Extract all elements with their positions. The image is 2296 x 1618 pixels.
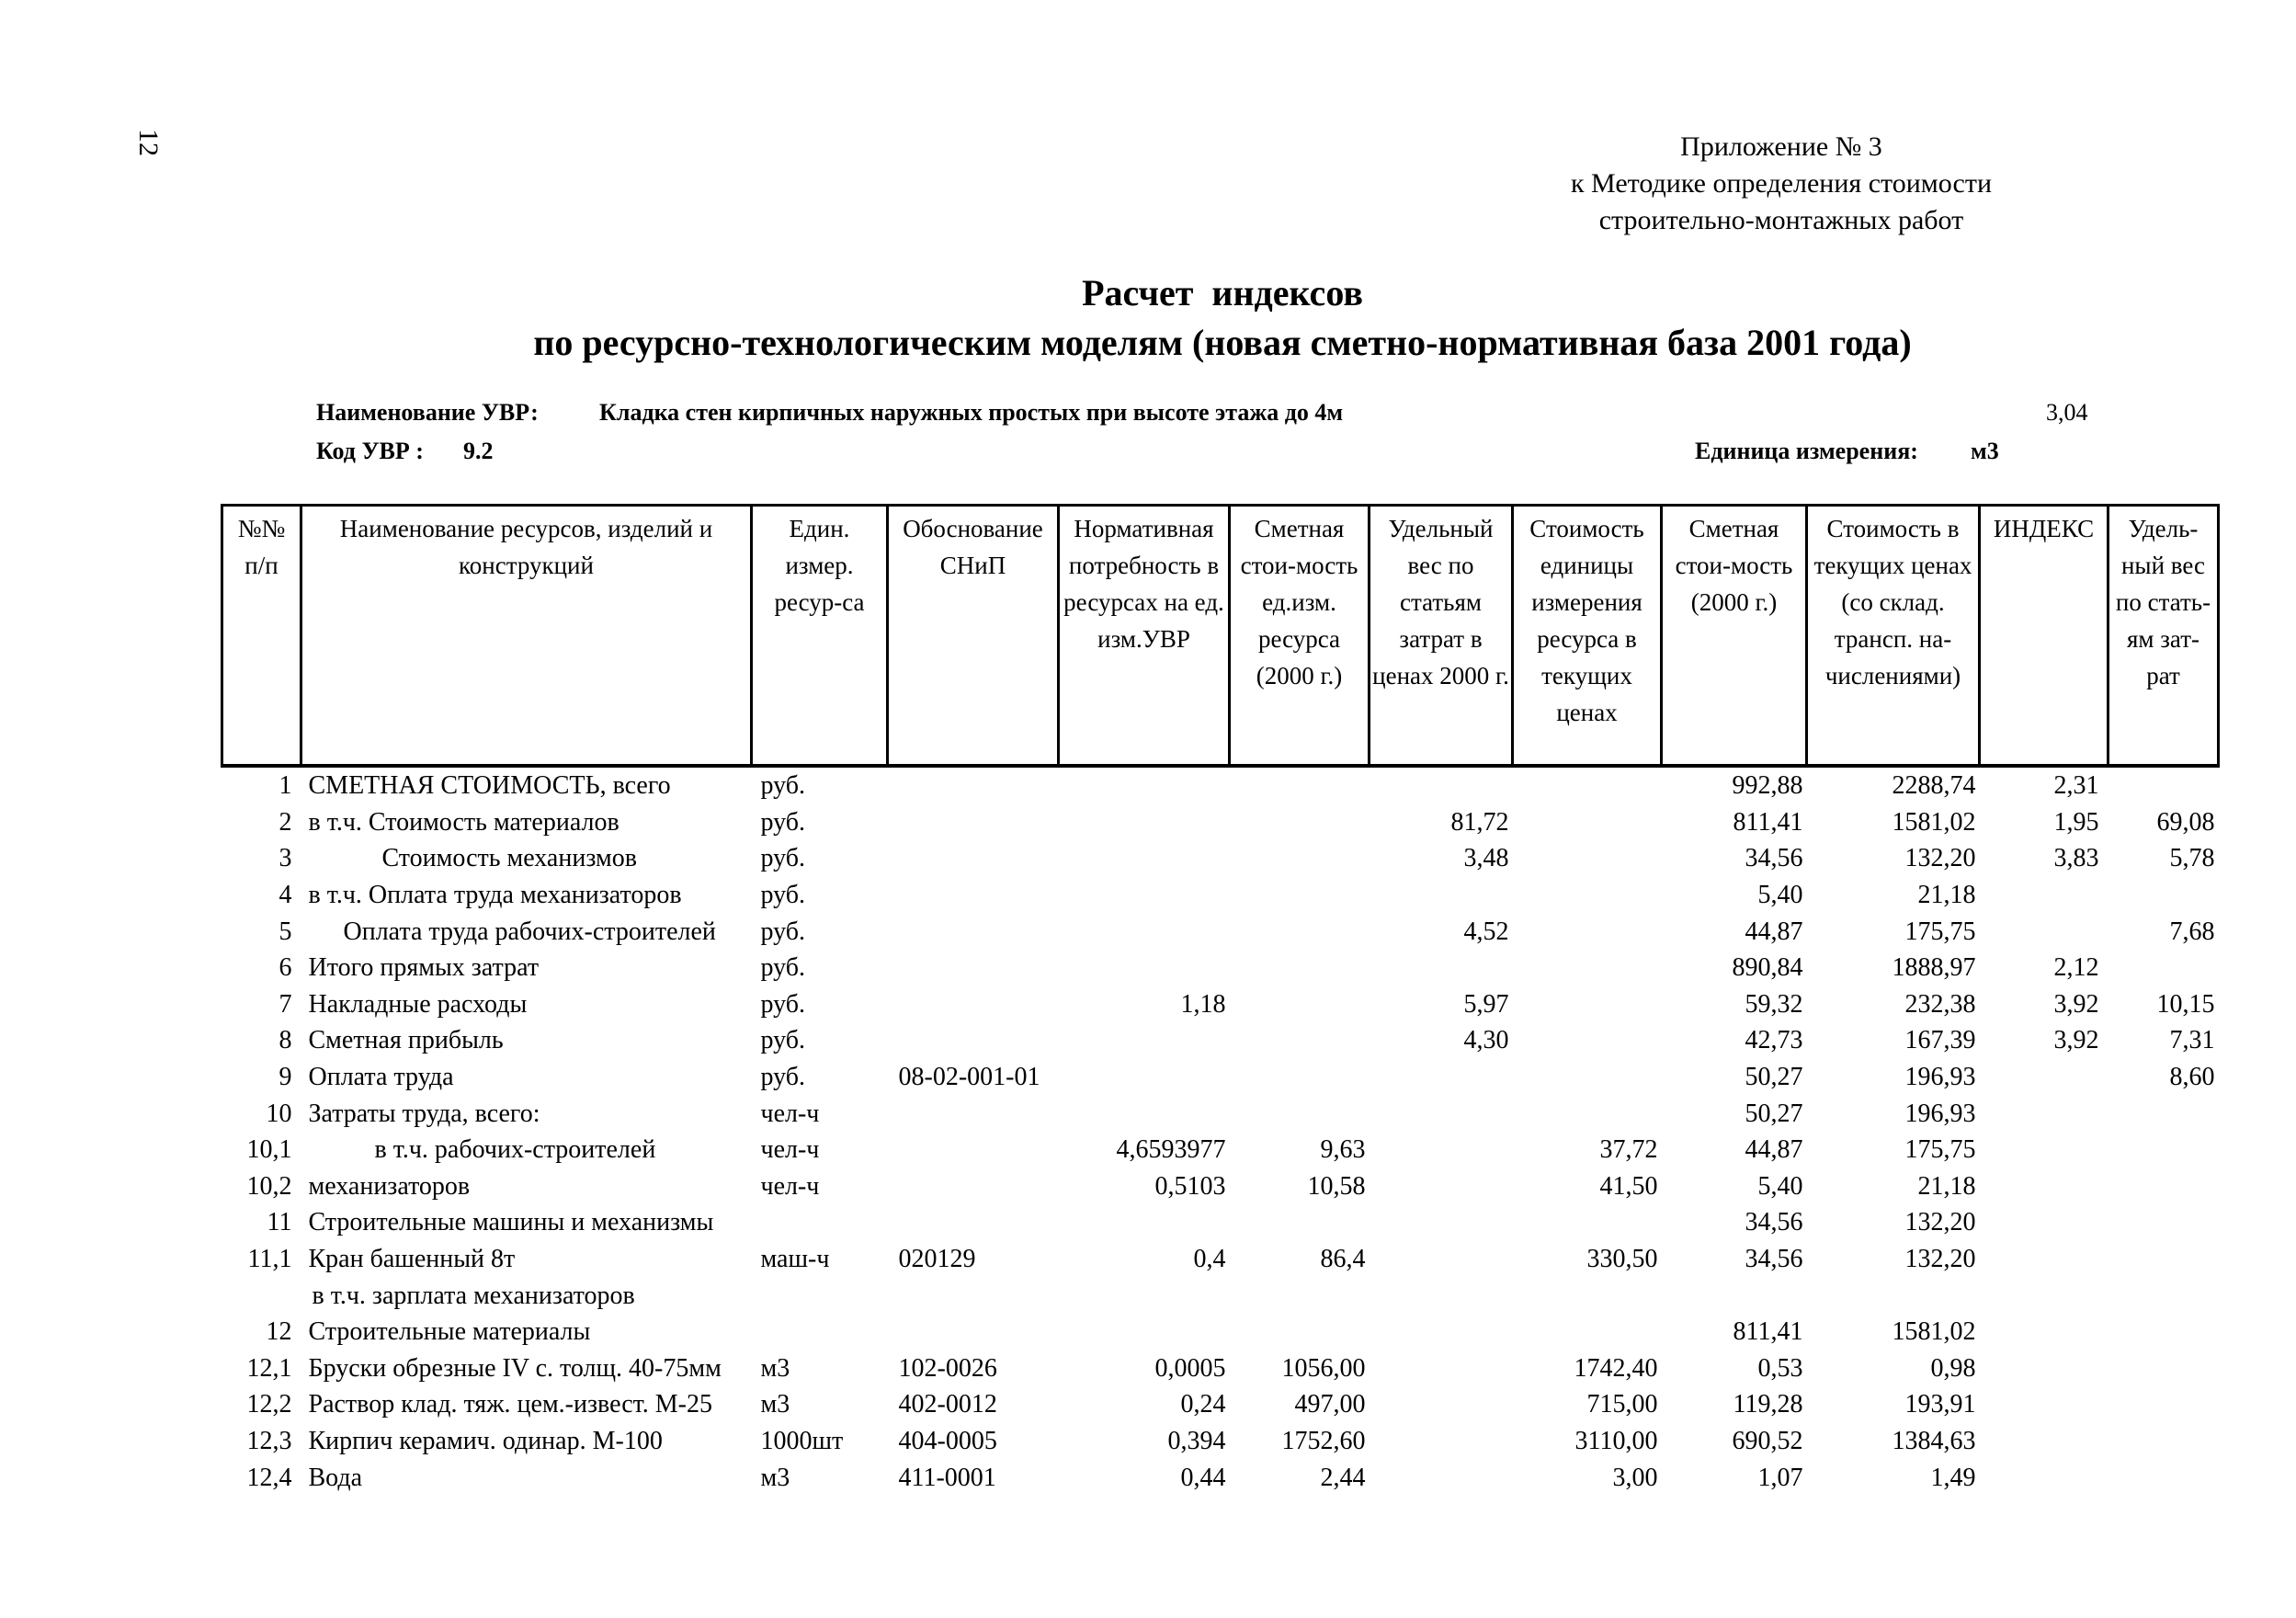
uvr-unit-value: м3 — [1971, 438, 1999, 464]
unit: 1000шт — [760, 1426, 844, 1455]
unit-cost-2000 — [1230, 1022, 1370, 1059]
resource-name: СМЕТНАЯ СТОИМОСТЬ, всего — [308, 771, 671, 801]
cost-2000: 50,27 — [1745, 1099, 1803, 1128]
table-row — [222, 1459, 2219, 1496]
cost-current: 132,20 — [1904, 844, 1976, 873]
snip-code — [888, 766, 1059, 804]
table-row — [222, 1095, 2219, 1132]
resource-name: Вода — [308, 1463, 363, 1492]
norm-demand: 4,6593977 — [1116, 1135, 1226, 1165]
cost-2000: 811,41 — [1733, 1317, 1803, 1347]
row-number: 10,1 — [246, 1135, 292, 1165]
table-row — [222, 1277, 2219, 1314]
table-row — [222, 913, 2219, 950]
snip-code — [888, 1168, 1059, 1205]
weight-current — [2108, 950, 2219, 986]
weight-2000 — [1370, 1350, 1513, 1387]
cost-2000: 5,40 — [1757, 881, 1803, 910]
header-index: ИНДЕКС — [1980, 506, 2108, 767]
weight-current: 5,78 — [2169, 844, 2215, 873]
index-value: 1,95 — [2053, 807, 2099, 837]
resource-name: Итого прямых затрат — [308, 953, 540, 983]
cost-2000: 811,41 — [1733, 807, 1803, 837]
unit-cost-current — [1513, 877, 1662, 914]
resource-name: Строительные машины и механизмы — [308, 1208, 714, 1237]
uvr-code-value: 9.2 — [463, 438, 494, 464]
norm-demand — [1059, 840, 1230, 877]
unit — [752, 1204, 888, 1241]
row-number: 12,4 — [246, 1463, 292, 1492]
unit: руб. — [760, 807, 806, 837]
norm-demand — [1059, 1277, 1230, 1314]
unit-cost-2000 — [1230, 766, 1370, 804]
header-unit-cost-2000: Сметная стои-мость ед.изм. ресурса (2000 г.) — [1230, 506, 1370, 767]
weight-current — [2108, 1459, 2219, 1496]
table-body — [222, 766, 2219, 1496]
cost-current: 193,91 — [1904, 1390, 1976, 1419]
weight-current — [2108, 1095, 2219, 1132]
weight-current — [2108, 1314, 2219, 1350]
unit-cost-2000 — [1230, 804, 1370, 841]
norm-demand: 0,5103 — [1154, 1171, 1226, 1201]
unit-cost-2000: 497,00 — [1294, 1390, 1366, 1419]
unit — [752, 1277, 888, 1314]
unit-cost-2000 — [1230, 950, 1370, 986]
index-value: 3,83 — [2053, 844, 2099, 873]
unit-cost-2000: 10,58 — [1307, 1171, 1366, 1201]
row-number: 12,1 — [246, 1353, 292, 1383]
unit-cost-current — [1513, 1022, 1662, 1059]
cost-current: 175,75 — [1904, 917, 1976, 946]
weight-current — [2108, 1277, 2219, 1314]
row-number: 6 — [278, 953, 292, 983]
cost-current — [1807, 1277, 1980, 1314]
snip-code — [888, 950, 1059, 986]
index-value — [1980, 1314, 2108, 1350]
cost-2000: 34,56 — [1745, 1245, 1803, 1274]
norm-demand: 0,4 — [1193, 1245, 1226, 1274]
index-value — [1980, 1241, 2108, 1278]
unit: руб. — [760, 771, 806, 801]
unit-cost-current: 3110,00 — [1574, 1426, 1658, 1455]
cost-2000 — [1662, 1277, 1807, 1314]
unit-cost-2000 — [1230, 986, 1370, 1023]
table-row — [222, 1204, 2219, 1241]
weight-current — [2108, 1241, 2219, 1278]
cost-current: 167,39 — [1904, 1026, 1976, 1055]
row-number: 2 — [278, 807, 292, 837]
norm-demand — [1059, 913, 1230, 950]
unit: м3 — [760, 1390, 790, 1419]
title-line-1: Расчет индексов — [1082, 272, 1363, 313]
index-value — [1980, 1132, 2108, 1168]
table-row — [222, 877, 2219, 914]
weight-current — [2108, 877, 2219, 914]
table-row — [222, 1022, 2219, 1059]
unit-cost-current — [1513, 1204, 1662, 1241]
norm-demand — [1059, 766, 1230, 804]
weight-current — [2108, 766, 2219, 804]
unit-cost-current — [1513, 950, 1662, 986]
norm-demand — [1059, 1059, 1230, 1096]
index-value — [1980, 1204, 2108, 1241]
weight-2000 — [1370, 877, 1513, 914]
table-row — [222, 1423, 2219, 1460]
table-row — [222, 1168, 2219, 1205]
row-number: 5 — [278, 917, 292, 946]
appendix-line-1: Приложение № 3 — [1680, 131, 1882, 162]
unit: руб. — [760, 953, 806, 983]
index-value: 2,12 — [2053, 953, 2099, 983]
cost-2000: 59,32 — [1745, 989, 1803, 1019]
snip-code: 404-0005 — [898, 1426, 997, 1455]
cost-2000: 890,84 — [1732, 953, 1803, 983]
resource-name: Кирпич керамич. одинар. М-100 — [308, 1426, 663, 1455]
cost-current: 132,20 — [1904, 1208, 1976, 1237]
unit-cost-2000: 9,63 — [1320, 1135, 1366, 1165]
index-value — [1980, 1423, 2108, 1460]
cost-2000: 992,88 — [1732, 771, 1803, 801]
table-row — [222, 840, 2219, 877]
index-value: 3,92 — [2053, 989, 2099, 1019]
cost-2000: 44,87 — [1745, 917, 1803, 946]
weight-current: 69,08 — [2156, 807, 2215, 837]
unit-cost-2000 — [1230, 877, 1370, 914]
weight-2000 — [1370, 1095, 1513, 1132]
unit-cost-current — [1513, 1277, 1662, 1314]
unit-cost-current — [1513, 766, 1662, 804]
resource-name: Бруски обрезные IV с. толщ. 40-75мм — [308, 1353, 722, 1383]
header-unit-cost-current: Стоимость единицы измерения ресурса в текущих ценах — [1513, 506, 1662, 767]
unit: руб. — [760, 1063, 806, 1092]
cost-current: 1581,02 — [1892, 807, 1976, 837]
resource-name: в т.ч. зарплата механизаторов — [312, 1281, 635, 1310]
table-row — [222, 950, 2219, 986]
resource-table — [221, 504, 2220, 1496]
unit-cost-current: 715,00 — [1586, 1390, 1658, 1419]
unit-cost-current — [1513, 986, 1662, 1023]
page-number: 12 — [133, 129, 164, 156]
weight-current — [2108, 1132, 2219, 1168]
snip-code: 402-0012 — [898, 1390, 997, 1419]
index-value — [1980, 1350, 2108, 1387]
snip-code — [888, 1277, 1059, 1314]
header-weight-current: Удель-ный вес по стать-ям зат-рат — [2108, 506, 2219, 767]
table-row — [222, 1059, 2219, 1096]
unit-cost-2000: 1056,00 — [1281, 1353, 1366, 1383]
norm-demand — [1059, 1204, 1230, 1241]
table-header-row — [222, 506, 2219, 767]
norm-demand — [1059, 1022, 1230, 1059]
cost-2000: 1,07 — [1757, 1463, 1803, 1492]
uvr-overall-index: 3,04 — [2046, 399, 2088, 426]
row-number: 1 — [278, 771, 292, 801]
cost-current: 175,75 — [1904, 1135, 1976, 1165]
unit-cost-current — [1513, 804, 1662, 841]
unit: руб. — [760, 917, 806, 946]
cost-current: 1581,02 — [1892, 1317, 1976, 1347]
cost-2000: 42,73 — [1745, 1026, 1803, 1055]
row-number: 7 — [278, 989, 292, 1019]
row-number: 11 — [267, 1208, 292, 1237]
norm-demand: 1,18 — [1180, 989, 1226, 1019]
unit-cost-2000 — [1230, 1204, 1370, 1241]
table-row — [222, 1314, 2219, 1350]
weight-2000 — [1370, 1168, 1513, 1205]
weight-2000: 4,52 — [1463, 917, 1509, 946]
unit: чел-ч — [760, 1099, 820, 1128]
weight-current — [2108, 1168, 2219, 1205]
weight-2000: 5,97 — [1463, 989, 1509, 1019]
header-snip-basis: Обоснование СНиП — [888, 506, 1059, 767]
header-cost-2000: Сметная стои-мость (2000 г.) — [1662, 506, 1807, 767]
resource-name: Строительные материалы — [308, 1317, 591, 1347]
weight-current: 7,31 — [2169, 1026, 2215, 1055]
cost-current: 21,18 — [1917, 1171, 1976, 1201]
index-value — [1980, 877, 2108, 914]
unit: м3 — [760, 1353, 790, 1383]
resource-name: механизаторов — [308, 1171, 471, 1201]
header-weight-2000: Удельный вес по статьям затрат в ценах 2000 г. — [1370, 506, 1513, 767]
weight-2000 — [1370, 1277, 1513, 1314]
cost-current: 21,18 — [1917, 881, 1976, 910]
snip-code — [888, 840, 1059, 877]
snip-code — [888, 804, 1059, 841]
snip-code — [888, 1132, 1059, 1168]
header-norm-demand: Нормативная потребность в ресурсах на ед. изм.УВР — [1059, 506, 1230, 767]
row-number: 12,3 — [246, 1426, 292, 1455]
row-number: 9 — [278, 1063, 292, 1092]
table-row — [222, 986, 2219, 1023]
cost-2000: 119,28 — [1733, 1390, 1803, 1419]
uvr-name-value: Кладка стен кирпичных наружных простых при высоте этажа до 4м — [599, 399, 1344, 426]
row-number: 3 — [278, 844, 292, 873]
cost-current: 196,93 — [1904, 1063, 1976, 1092]
unit-cost-2000 — [1230, 840, 1370, 877]
cost-2000: 44,87 — [1745, 1135, 1803, 1165]
row-number — [222, 1277, 301, 1314]
uvr-code-label: Код УВР : — [316, 438, 424, 464]
appendix-line-3: строительно-монтажных работ — [1598, 205, 1964, 235]
unit-cost-current: 1742,40 — [1574, 1353, 1658, 1383]
unit-cost-current: 37,72 — [1599, 1135, 1658, 1165]
norm-demand — [1059, 1314, 1230, 1350]
table-row — [222, 1386, 2219, 1423]
resource-name: в т.ч. рабочих-строителей — [374, 1135, 656, 1165]
unit-cost-2000: 1752,60 — [1281, 1426, 1366, 1455]
appendix-note — [1460, 129, 2103, 239]
weight-current — [2108, 1386, 2219, 1423]
unit-cost-current — [1513, 1059, 1662, 1096]
resource-name: в т.ч. Оплата труда механизаторов — [308, 881, 682, 910]
row-number: 12 — [266, 1317, 292, 1347]
uvr-unit-label: Единица измерения: — [1695, 438, 1918, 464]
snip-code — [888, 986, 1059, 1023]
row-number: 11,1 — [247, 1245, 292, 1274]
cost-2000: 690,52 — [1732, 1426, 1803, 1455]
resource-name: Оплата труда рабочих-строителей — [343, 917, 716, 946]
header-cost-current: Стоимость в текущих ценах (со склад. трансп. на-числениями) — [1807, 506, 1980, 767]
cost-current: 1384,63 — [1892, 1426, 1976, 1455]
resource-name: Сметная прибыль — [308, 1026, 504, 1055]
unit-cost-2000: 86,4 — [1320, 1245, 1366, 1274]
unit-cost-2000 — [1230, 1095, 1370, 1132]
weight-2000 — [1370, 1132, 1513, 1168]
cost-2000: 50,27 — [1745, 1063, 1803, 1092]
snip-code — [888, 1095, 1059, 1132]
row-number: 4 — [278, 881, 292, 910]
index-value — [1980, 1168, 2108, 1205]
norm-demand: 0,0005 — [1154, 1353, 1226, 1383]
weight-current: 7,68 — [2169, 917, 2215, 946]
norm-demand — [1059, 1095, 1230, 1132]
unit-cost-current: 41,50 — [1599, 1171, 1658, 1201]
weight-current: 10,15 — [2156, 989, 2215, 1019]
unit-cost-2000: 2,44 — [1320, 1463, 1366, 1492]
norm-demand — [1059, 877, 1230, 914]
norm-demand — [1059, 804, 1230, 841]
unit — [752, 1314, 888, 1350]
weight-2000 — [1370, 1459, 1513, 1496]
header-unit: Един. измер. ресур-са — [752, 506, 888, 767]
snip-code — [888, 1314, 1059, 1350]
weight-2000: 4,30 — [1463, 1026, 1509, 1055]
norm-demand: 0,44 — [1180, 1463, 1226, 1492]
snip-code — [888, 877, 1059, 914]
cost-current: 196,93 — [1904, 1099, 1976, 1128]
weight-2000 — [1370, 1314, 1513, 1350]
table-row — [222, 1241, 2219, 1278]
resource-name: Стоимость механизмов — [381, 844, 637, 873]
index-value — [1980, 1059, 2108, 1096]
index-value: 2,31 — [2053, 771, 2099, 801]
unit-cost-2000 — [1230, 913, 1370, 950]
norm-demand: 0,24 — [1180, 1390, 1226, 1419]
resource-name: Оплата труда — [308, 1063, 454, 1092]
index-value — [1980, 1386, 2108, 1423]
weight-2000 — [1370, 950, 1513, 986]
unit-cost-2000 — [1230, 1314, 1370, 1350]
unit: руб. — [760, 989, 806, 1019]
weight-current — [2108, 1350, 2219, 1387]
snip-code — [888, 1204, 1059, 1241]
snip-code: 020129 — [898, 1245, 976, 1274]
weight-current — [2108, 1423, 2219, 1460]
table-row — [222, 804, 2219, 841]
unit-cost-current — [1513, 840, 1662, 877]
weight-2000 — [1370, 766, 1513, 804]
resource-name: в т.ч. Стоимость материалов — [308, 807, 619, 837]
weight-2000 — [1370, 1204, 1513, 1241]
table-row — [222, 1350, 2219, 1387]
header-number: №№ п/п — [222, 506, 301, 767]
index-value — [1980, 913, 2108, 950]
resource-name: Кран башенный 8т — [308, 1245, 516, 1274]
unit-cost-2000 — [1230, 1277, 1370, 1314]
weight-2000 — [1370, 1059, 1513, 1096]
row-number: 10 — [266, 1099, 292, 1128]
appendix-line-2: к Методике определения стоимости — [1570, 168, 1993, 199]
weight-2000 — [1370, 1386, 1513, 1423]
cost-current: 132,20 — [1904, 1245, 1976, 1274]
weight-2000: 81,72 — [1450, 807, 1509, 837]
table-row — [222, 1132, 2219, 1168]
unit: руб. — [760, 844, 806, 873]
unit-cost-current: 3,00 — [1612, 1463, 1658, 1492]
index-value — [1980, 1459, 2108, 1496]
snip-code: 102-0026 — [898, 1353, 997, 1383]
unit: руб. — [760, 881, 806, 910]
unit: чел-ч — [760, 1171, 820, 1201]
unit: чел-ч — [760, 1135, 820, 1165]
snip-code — [888, 1022, 1059, 1059]
index-value — [1980, 1095, 2108, 1132]
snip-code: 08-02-001-01 — [898, 1063, 1040, 1092]
row-number: 10,2 — [246, 1171, 292, 1201]
weight-2000: 3,48 — [1463, 844, 1509, 873]
uvr-name-label: Наименование УВР: — [316, 399, 539, 426]
unit-cost-2000 — [1230, 1059, 1370, 1096]
unit-cost-current — [1513, 1095, 1662, 1132]
row-number: 8 — [278, 1026, 292, 1055]
weight-2000 — [1370, 1241, 1513, 1278]
page-title — [0, 268, 2296, 368]
header-resource-name: Наименование ресурсов, изделий и конструкций — [301, 506, 752, 767]
cost-current: 0,98 — [1930, 1353, 1976, 1383]
unit-cost-current — [1513, 913, 1662, 950]
index-value — [1980, 1277, 2108, 1314]
snip-code: 411-0001 — [898, 1463, 996, 1492]
cost-current: 1888,97 — [1892, 953, 1976, 983]
title-line-2: по ресурсно-технологическим моделям (новая сметно-нормативная база 2001 года) — [533, 322, 1912, 363]
resource-name: Накладные расходы — [308, 989, 528, 1019]
weight-2000 — [1370, 1423, 1513, 1460]
cost-current: 2288,74 — [1892, 771, 1976, 801]
unit-cost-current: 330,50 — [1586, 1245, 1658, 1274]
norm-demand: 0,394 — [1167, 1426, 1226, 1455]
row-number: 12,2 — [246, 1390, 292, 1419]
cost-2000: 0,53 — [1757, 1353, 1803, 1383]
index-value: 3,92 — [2053, 1026, 2099, 1055]
unit: руб. — [760, 1026, 806, 1055]
weight-current — [2108, 1204, 2219, 1241]
unit: м3 — [760, 1463, 790, 1492]
norm-demand — [1059, 950, 1230, 986]
resource-name: Затраты труда, всего: — [308, 1099, 540, 1128]
cost-2000: 5,40 — [1757, 1171, 1803, 1201]
cost-current: 232,38 — [1904, 989, 1976, 1019]
resource-name: Раствор клад. тяж. цем.-извест. М-25 — [308, 1390, 712, 1419]
weight-current: 8,60 — [2169, 1063, 2215, 1092]
cost-2000: 34,56 — [1745, 1208, 1803, 1237]
snip-code — [888, 913, 1059, 950]
table-row — [222, 766, 2219, 804]
cost-2000: 34,56 — [1745, 844, 1803, 873]
unit-cost-current — [1513, 1314, 1662, 1350]
cost-current: 1,49 — [1930, 1463, 1976, 1492]
unit: маш-ч — [760, 1245, 830, 1274]
